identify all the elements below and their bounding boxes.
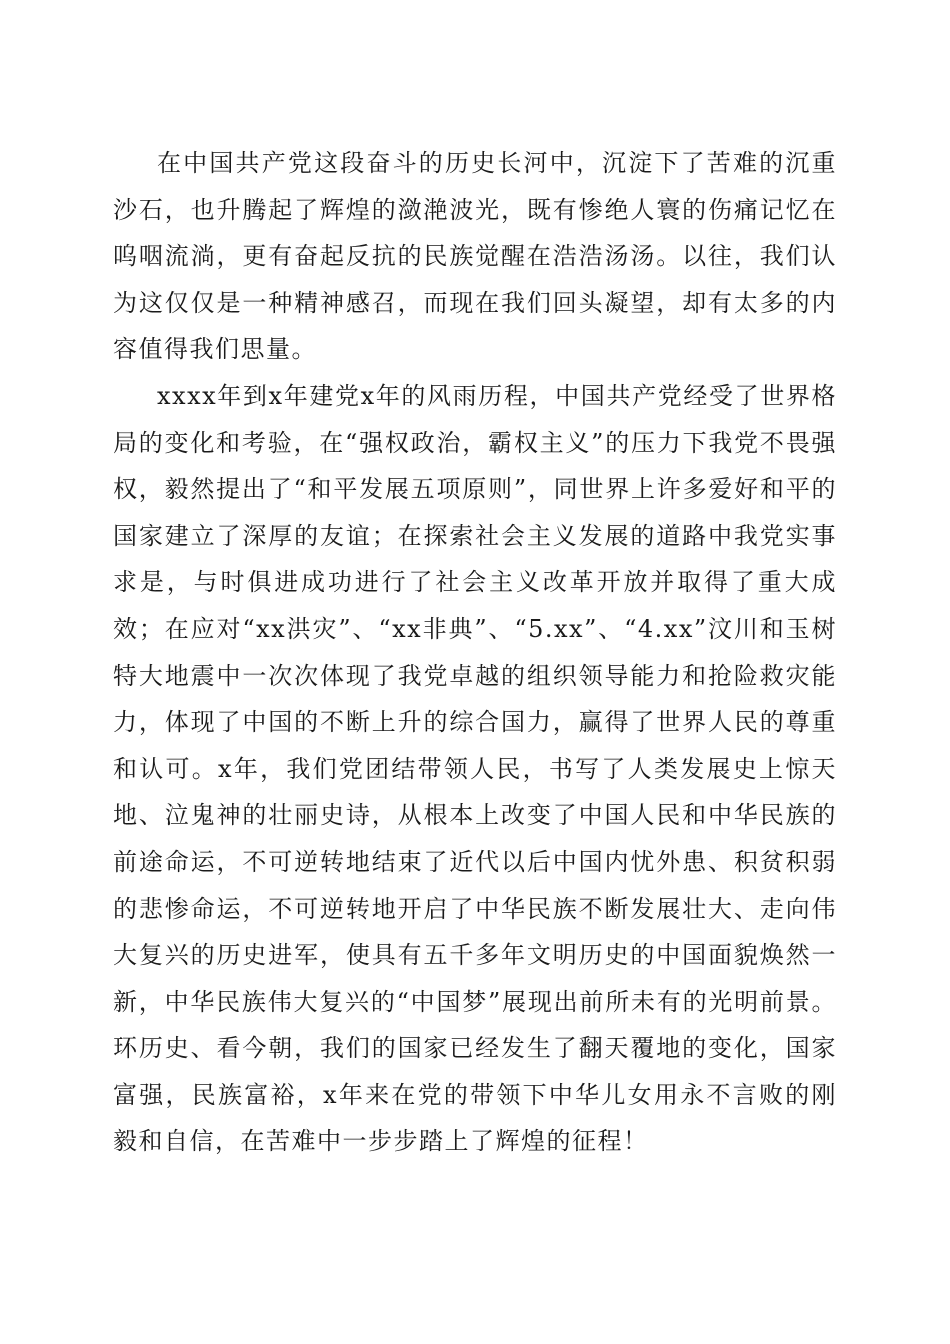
paragraph-1: 在中国共产党这段奋斗的历史长河中，沉淀下了苦难的沉重沙石，也升腾起了辉煌的潋滟波光，既有惨绝人寰的伤痛记忆在呜咽流淌，更有奋起反抗的民族觉醒在浩浩汤汤。以往，我们认为这仅仅是一种精神感召，而现在我们回头凝望，却有太多的内容值得我们思量。	[113, 149, 837, 364]
paragraph-2: xxxx年到x年建党x年的风雨历程，中国共产党经受了世界格局的变化和考验，在“强权政治，霸权主义”的压力下我党不畏强权，毅然提出了“和平发展五项原则”，同世界上许多爱好和平的国家建立了深厚的友谊；在探索社会主义发展的道路中我党实事求是，与时俱进成功进行了社会主义改革开放并取得了重大成效；在应对“xx洪灾”、“xx非典”、“5.xx”、“4.xx”汶川和玉树特大地震中一次次体现了我党卓越的组织领导能力和抢险救灾能力，体现了中国的不断上升的综合国力，赢得了世界人民的尊重和认可。x年，我们党团结带领人民，书写了人类发展史上惊天地、泣鬼神的壮丽史诗，从根本上改变了中国人民和中华民族的前途命运，不可逆转地结束了近代以后中国内忧外患、积贫积弱的悲惨命运，不可逆转地开启了中华民族不断发展壮大、走向伟大复兴的历史进军，使具有五千多年文明历史的中国面貌焕然一新，中华民族伟大复兴的“中国梦”展现出前所未有的光明前景。环历史、看今朝，我们的国家已经发生了翻天覆地的变化，国家富强，民族富裕，x年来在党的带领下中华儿女用永不言败的刚毅和自信，在苦难中一步步踏上了辉煌的征程！	[113, 381, 837, 1156]
body-text	[113, 140, 837, 1165]
